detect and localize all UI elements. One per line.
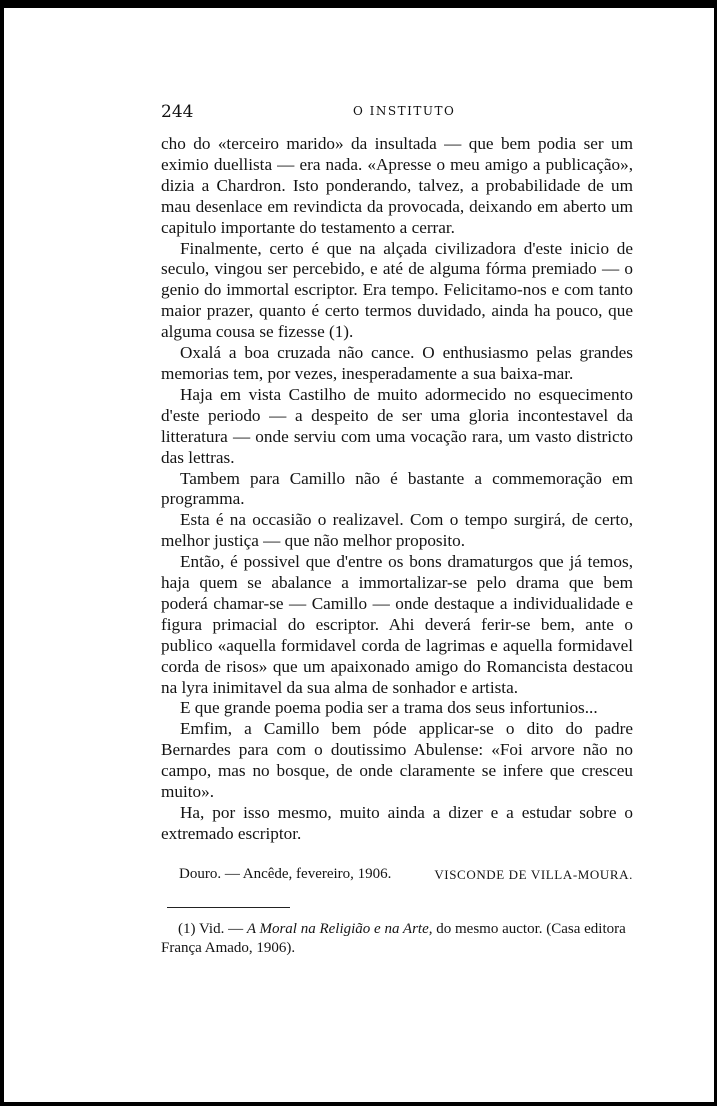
paragraph: Finalmente, certo é que na alçada civilizadora d'este inicio de seculo, vingou ser percebido, e até de alguma fórma premiado — o genio do immortal escriptor. Era tempo. Felicitamo-nos e com tanto maior prazer, quanto é certo termos duvidado, ainda ha pouco, que alguma cousa se fizesse (1). [161,238,633,342]
paragraph: Emfim, a Camillo bem póde applicar-se o dito do padre Bernardes para com o doutissimo Abulense: «Foi arvore não no campo, mas no bosque, de onde claramente se infere que cresceu muito». [161,719,633,802]
paragraph: E que grande poema podia ser a trama dos seus infortunios... [180,698,598,718]
author-signature: VISCONDE DE VILLA-MOURA. [434,867,633,882]
signature-line [179,866,633,886]
footnote-marker: (1) Vid. — [178,921,244,937]
paragraph-continuation: cho do «terceiro marido» da insultada — que bem podia ser um eximio duellista — era nada. «Apresse o meu amigo a publicação», dizia a Chardron. Isto ponderando, talvez, a probabilidade de um mau desenlace em revindicta da provocada, deixando em aberto um capitulo importante do testamento a cerrar. [161,134,633,237]
footnote-divider [167,907,290,908]
scan-edge [4,6,717,8]
paragraph: Tambem para Camillo não é bastante a commemoração em programma. [161,468,633,509]
page-header [161,102,631,122]
footnote [161,920,636,958]
footnote-title: A Moral na Religião e na Arte, [246,921,433,937]
place-date: Douro. — Ancêde, fevereiro, 1906. [179,866,392,882]
running-head: O INSTITUTO [353,104,456,118]
paragraph: Oxalá a boa cruzada não cance. O enthusiasmo pelas grandes memorias tem, por vezes, inesperadamente a sua baixa-mar. [161,343,633,383]
paragraph: Haja em vista Castilho de muito adormecido no esquecimento d'este periodo — a despeito de ser uma gloria incontestavel da litteratura — onde serviu com uma vocação rara, um vasto districto das lettras. [161,384,633,467]
paragraph: Então, é possivel que d'entre os bons dramaturgos que já temos, haja quem se abalance a immortalizar-se pelo drama que bem poderá chamar-se — Camillo — onde destaque a individualidade e figura primacial do escriptor. Ahi deverá ferir-se bem, ante o publico «aquella formidavel corda de lagrimas e aquella formidavel corda de risos» que um apaixonado amigo do Romancista destacou na lyra inimitavel da sua alma de sonhador e artista. [161,552,633,697]
paragraph: Esta é na occasião o realizavel. Com o tempo surgirá, de certo, melhor justiça — que não melhor proposito. [161,510,633,551]
footnote-text: do mesmo auctor. (Casa editora França Amado, 1906). [161,921,626,956]
paragraph: Ha, por isso mesmo, muito ainda a dizer e a estudar sobre o extremado escriptor. [161,803,633,843]
body-text [161,134,633,845]
page-number: 244 [161,102,194,122]
